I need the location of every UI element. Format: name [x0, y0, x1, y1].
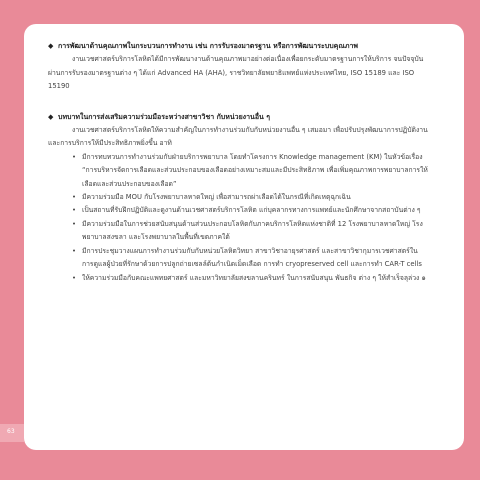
- diamond-bullet-icon: ◆: [48, 42, 54, 50]
- list-item-text: ให้ความร่วมมือกับคณะแพทยศาสตร์ และมหาวิทยาลัยสงขลานครินทร์ ในการสนับสนุน พันธกิจ ต่าง ๆ ให้สำเร็จลุล่วง ๑: [82, 273, 426, 282]
- list-item: [48, 191, 428, 204]
- bullet-dot-icon: •: [72, 219, 77, 228]
- collaboration-section: [48, 111, 428, 285]
- list-item: [48, 218, 428, 245]
- list-item-text: มีการทบทวนการทำงานร่วมกับฝ่ายบริการพยาบาล โดยทำโครงการ Knowledge management (KM) ในหัวข้อเรื่อง “การบริหารจัดการเลือดและส่วนประกอบของเลือดอย่างเหมาะสมและมีประสิทธิภาพ เพื่อเพิ่มคุณภาพการพยาบาลการให้เลือดและส่วนประกอบของเลือด”: [82, 152, 428, 188]
- section-heading-text: บทบาทในการส่งเสริมความร่วมมือระหว่างสาขาวิชา กับหน่วยงานอื่น ๆ: [58, 112, 271, 121]
- section-paragraph: งานเวชศาสตร์บริการโลหิตได้มีการพัฒนางานด้านคุณภาพมาอย่างต่อเนื่องเพื่อยกระดับมาตรฐานการให้บริการ จนปัจจุบันผ่านการรับรองมาตรฐานต่าง ๆ ได้แก่ Advanced HA (AHA), ราชวิทยาลัยพยาธิแพทย์แห่งประเทศไทย, ISO 15189 และ ISO 15190: [48, 55, 424, 91]
- list-item-text: เป็นสถานที่รับฝึกปฏิบัติและดูงานด้านเวชศาสตร์บริการโลหิต แก่บุคลากรทางการแพทย์และนักศึกษาจากสถาบันต่าง ๆ: [82, 206, 421, 215]
- bullet-dot-icon: •: [72, 246, 77, 255]
- page-number: 63: [7, 428, 15, 435]
- list-item-text: มีความร่วมมือในการช่วยสนับสนุนด้านส่วนประกอบโลหิตกับภาคบริการโลหิตแห่งชาติที่ 12 โรงพยาบาลหาดใหญ่ โรงพยาบาลสงขลา และโรงพยาบาลในพื้นที่เขตภาคใต้: [82, 219, 423, 242]
- list-item-text: มีการประชุมวางแผนการทำงานร่วมกับกับหน่วยโลหิตวิทยา สาขาวิชาอายุรศาสตร์ และสาขาวิชากุมารเวชศาสตร์ในการดูแลผู้ป่วยที่รักษาด้วยการปลูกถ่ายเซลล์ต้นกำเนิดเม็ดเลือด การทำ cryopreserved cell และการทำ CAR-T cells: [82, 246, 422, 269]
- list-item: [48, 245, 428, 272]
- section-heading-text: การพัฒนาด้านคุณภาพในกระบวนการทำงาน เช่น การรับรองมาตรฐาน หรือการพัฒนาระบบคุณภาพ: [58, 42, 358, 50]
- quality-development-section: [48, 40, 428, 94]
- bullet-dot-icon: •: [72, 152, 77, 161]
- list-item: [48, 272, 428, 285]
- section-heading: [48, 111, 428, 124]
- diamond-bullet-icon: ◆: [48, 112, 54, 121]
- bullet-list: [48, 151, 428, 285]
- bullet-dot-icon: •: [72, 206, 77, 215]
- list-item: [48, 204, 428, 217]
- bullet-dot-icon: •: [72, 193, 77, 202]
- list-item-text: มีความร่วมมือ MOU กับโรงพยาบาลหาดใหญ่ เพื่อสามารถผ่าเลือดได้ในกรณีที่เกิดเหตุฉุกเฉิน: [82, 193, 351, 202]
- section-heading: [48, 40, 428, 53]
- list-item: [48, 151, 428, 191]
- bullet-dot-icon: •: [72, 273, 77, 282]
- section-paragraph: งานเวชศาสตร์บริการโลหิตให้ความสำคัญในการทำงานร่วมกับกับหน่วยงานอื่น ๆ เสมอมา เพื่อปรับปรุงพัฒนาการปฏิบัติงานและการบริการให้มีประสิทธิภาพยิ่งขึ้น อาทิ: [48, 126, 428, 148]
- document-body: [48, 40, 428, 302]
